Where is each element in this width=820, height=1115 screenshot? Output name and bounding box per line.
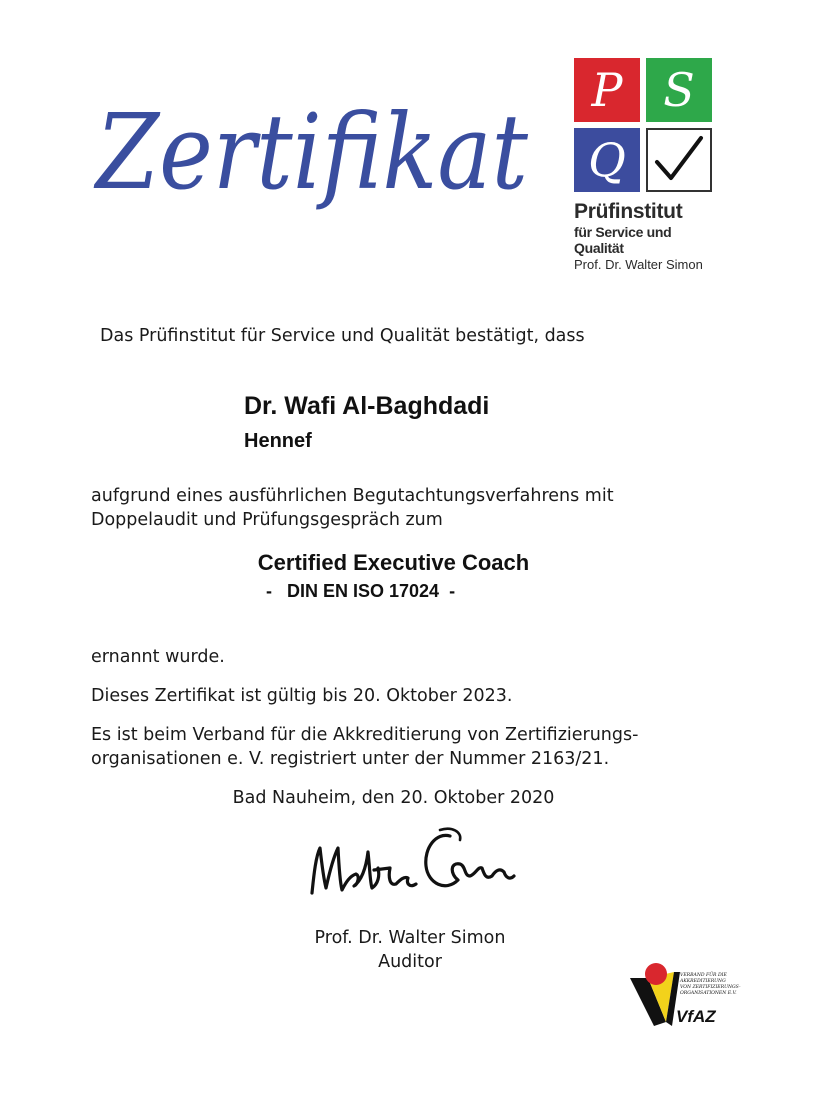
institute-name-line2: für Service und Qualität [574, 224, 672, 256]
logo-cell-p: P [574, 58, 640, 122]
recipient-name: Dr. Wafi Al-Baghdadi [244, 392, 490, 420]
institute-logo [574, 58, 716, 200]
logo-cell-q: Q [574, 128, 640, 192]
institute-name-line1: Prüfinstitut [574, 200, 683, 223]
institute-name-line3: Prof. Dr. Walter Simon [574, 257, 703, 272]
svg-text:AKKREDITIERUNG: AKKREDITIERUNG [680, 979, 726, 984]
certificate-title-wordmark [88, 80, 538, 220]
certification-title: Certified Executive Coach [257, 550, 530, 575]
certification-norm: - DIN EN ISO 17024 - [266, 581, 456, 601]
signature [300, 818, 520, 908]
logo-cell-s: S [646, 58, 712, 122]
logo-cell-check [646, 128, 712, 192]
place-date: Bad Nauheim, den 20. Oktober 2020 [232, 788, 555, 808]
registry-text: Es ist beim Verband für die Akkreditierung von Zertifizierungs-organisationen e. V. registriert unter der Nummer 2163/21. [91, 725, 639, 769]
certificate-title [88, 80, 538, 220]
checkmark-icon [651, 134, 707, 186]
recipient-city: Hennef [244, 430, 312, 452]
basis-text: aufgrund eines ausführlichen Begutachtungsverfahrens mit Doppelaudit und Prüfungsgespräch zum [91, 486, 614, 530]
institute-name [574, 200, 724, 274]
appointed-text: ernannt wurde. [91, 647, 225, 667]
vfaz-logo-mark [626, 960, 741, 1030]
signature-image [300, 818, 520, 908]
accreditation-logo [626, 960, 741, 1030]
svg-text:ORGANISATIONEN E.V.: ORGANISATIONEN E.V. [680, 991, 737, 996]
signer-name: Prof. Dr. Walter Simon [314, 928, 506, 948]
intro-text: Das Prüfinstitut für Service und Qualität bestätigt, dass [100, 326, 585, 346]
certificate-title-text: Zertifikat [93, 91, 529, 213]
svg-text:VON ZERTIFIZIERUNGS-: VON ZERTIFIZIERUNGS- [680, 985, 741, 990]
svg-text:VERBAND FÜR DIE: VERBAND FÜR DIE [680, 973, 727, 978]
signer-role: Auditor [378, 952, 442, 972]
validity-text: Dieses Zertifikat ist gültig bis 20. Oktober 2023. [91, 686, 513, 706]
svg-text:VfAZ: VfAZ [676, 1007, 716, 1026]
